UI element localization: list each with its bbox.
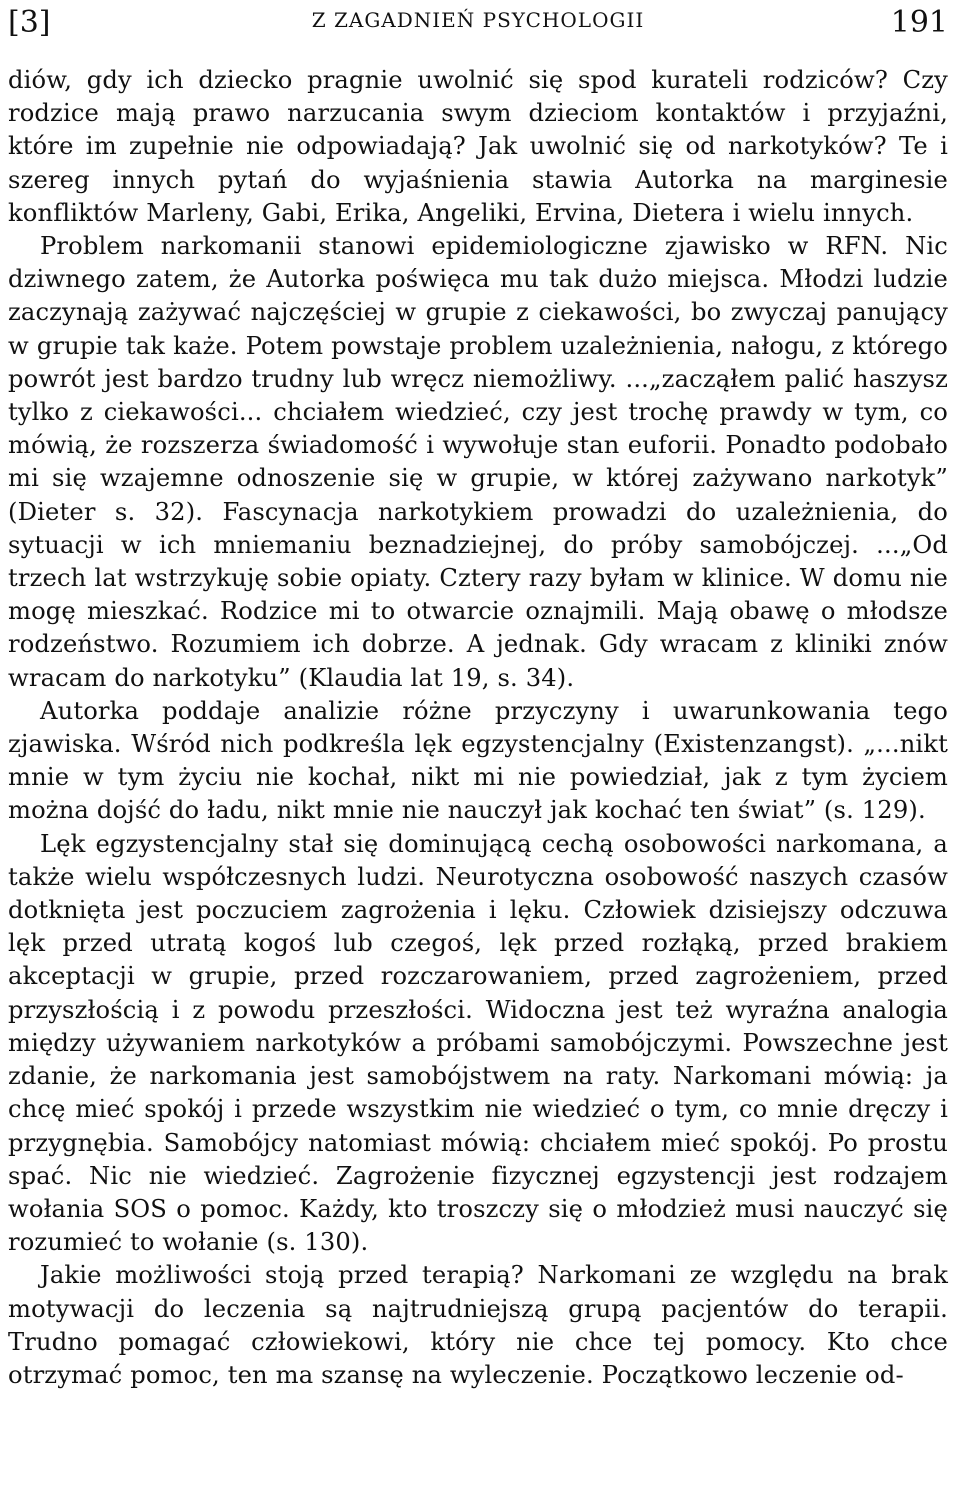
paragraph-3: Autorka poddaje analizie różne przyczyny i uwarunkowania tego zjawiska. Wśród nich podkreśla lęk egzystencjalny (Existenzangst). „...nikt mnie w tym życiu nie kochał, nikt mi nie powiedział, jak z tym życiem można dojść do ładu, nikt mnie nie nauczył jak kochać ten świat” (s. 129). — [8, 696, 948, 825]
page-number: 191 — [890, 4, 948, 40]
paragraph-1: diów, gdy ich dziecko pragnie uwolnić się spod kurateli rodziców? Czy rodzice mają prawo narzucania swym dzieciom kontaktów i przyjaźni, które im zupełnie nie odpowiadają? Jak uwolnić się od narkotyków? Te i szereg innych pytań do wyjaśnienia stawia Autorka na marginesie konfliktów Marleny, Gabi, Erika, Angeliki, Ervina, Dietera i wielu innych. — [8, 66, 948, 227]
paragraph-5: Jakie możliwości stoją przed terapią? Narkomani ze względu na brak motywacji do leczenia są najtrudniejszą grupą pacjentów do terapii. Trudno pomagać człowiekowi, który nie chce tej pomocy. Kto chce otrzymać pomoc, ten ma szansę na wyleczenie. Początkowo leczenie od- — [8, 1261, 948, 1389]
section-number: [3] — [8, 4, 51, 40]
paragraph-4: Lęk egzystencjalny stał się dominującą cechą osobowości narkomana, a także wielu współczesnych ludzi. Neurotyczna osobowość naszych czasów dotknięta jest poczuciem zagrożenia i lęku. Człowiek dzisiejszy odczuwa lęk przed utratą kogoś lub czegoś, lęk przed rozłąką, przed brakiem akceptacji w grupie, przed rozczarowaniem, przed zagrożeniem, przed przyszłością i z powodu przeszłości. Widoczna jest też wyraźna analogia między używaniem narkotyków a próbami samobójczymi. Powszechne jest zdanie, że narkomania jest samobójstwem na raty. Narkomani mówią: ja chcę mieć spokój i przede wszystkim nie wiedzieć o tym, co mnie dręczy i przygnębia. Samobójcy natomiast mówią: chciałem mieć spokój. Po prostu spać. Nic nie wiedzieć. Zagrożenie fizycznej egzystencji jest rodzajem wołania SOS o pomoc. Każdy, kto troszczy się o młodzież musi nauczyć się rozumieć to wołanie (s. 130). — [8, 829, 948, 1257]
page-header — [8, 0, 948, 44]
paragraph-2: Problem narkomanii stanowi epidemiologiczne zjawisko w RFN. Nic dziwnego zatem, że Autorka poświęca mu tak dużo miejsca. Młodzi ludzie zaczynają zażywać najczęściej w grupie z ciekawości, bo zwyczaj panujący w grupie tak każe. Potem powstaje problem uzależnienia, nałogu, z którego powrót jest bardzo trudny lub wręcz niemożliwy. ...„zacząłem palić haszysz tylko z ciekawości... chciałem wiedzieć, czy jest trochę prawdy w tym, co mówią, że rozszerza świadomość i wywołuje stan euforii. Ponadto podobało mi się wzajemne odnoszenie się w grupie, w której zażywano narkotyk” (Dieter s. 32). Fascynacja narkotykiem prowadzi do uzależnienia, do sytuacji w ich mniemaniu beznadziejnej, do próby samobójczej. ...„Od trzech lat wstrzykuję sobie opiaty. Cztery razy byłam w klinice. W domu nie mogę mieszkać. Rodzice mi to otwarcie oznajmili. Mają obawę o młodsze rodzeństwo. Rozumiem ich dobrze. A jednak. Gdy wracam z kliniki znów wracam do narkotyku” (Klaudia lat 19, s. 34). — [8, 232, 948, 692]
body-text — [8, 64, 948, 1392]
running-title: Z ZAGADNIEŃ PSYCHOLOGII — [311, 8, 645, 32]
